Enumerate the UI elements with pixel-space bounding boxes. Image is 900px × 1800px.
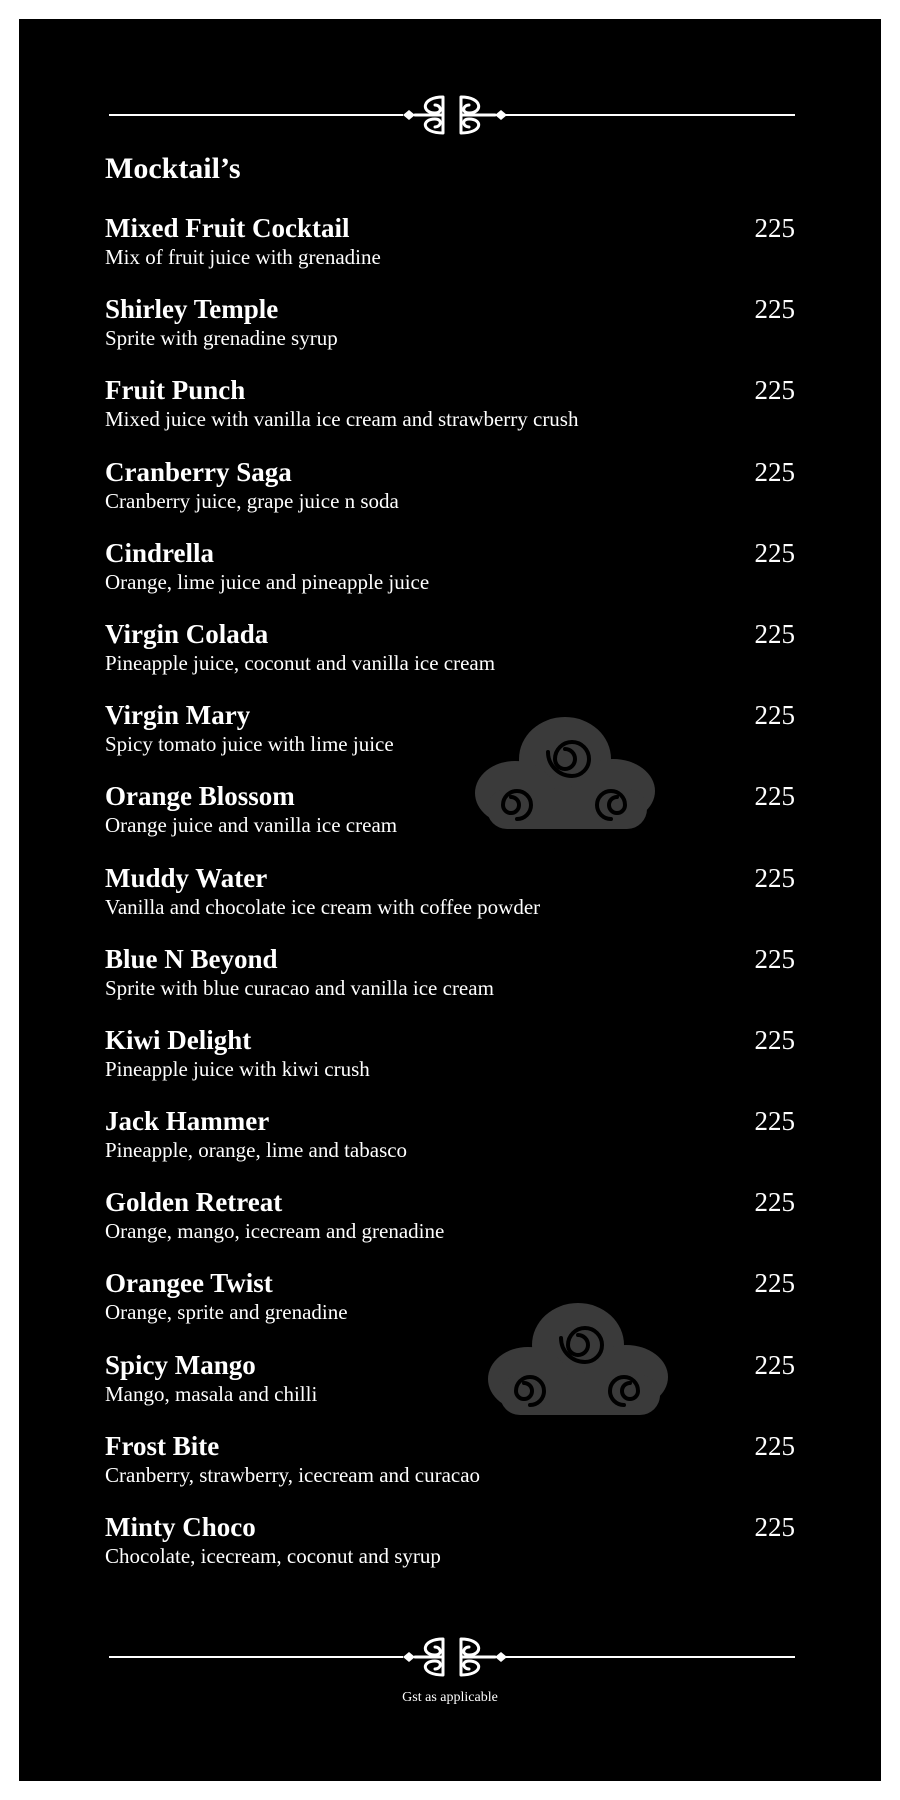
item-description: Orange juice and vanilla ice cream	[105, 813, 398, 838]
menu-item	[105, 1104, 795, 1185]
item-name: Mixed Fruit Cocktail	[105, 213, 350, 243]
menu-items-list	[105, 211, 795, 1591]
menu-item	[105, 1023, 795, 1104]
menu-item	[105, 779, 795, 860]
item-name: Jack Hammer	[105, 1106, 270, 1137]
item-price: 225	[754, 1430, 795, 1461]
item-name: Orange Blossom	[105, 781, 295, 812]
flourish-divider-icon	[109, 1633, 795, 1681]
item-name: Virgin Mary	[105, 700, 251, 731]
menu-item	[105, 942, 795, 1023]
item-description: Vanilla and chocolate ice cream with coffee powder	[105, 894, 541, 919]
item-name: Blue N Beyond	[105, 943, 278, 974]
item-price: 225	[754, 213, 795, 243]
top-ornament-divider	[109, 91, 795, 139]
item-description: Pineapple, orange, lime and tabasco	[105, 1138, 408, 1163]
item-description: Pineapple juice with kiwi crush	[105, 1056, 370, 1081]
item-description: Sprite with grenadine syrup	[105, 326, 338, 351]
item-price: 225	[754, 1349, 795, 1380]
item-price: 225	[754, 1268, 795, 1299]
item-description: Mango, masala and chilli	[105, 1381, 318, 1406]
item-description: Mixed juice with vanilla ice cream and strawberry crush	[105, 407, 579, 432]
item-description: Chocolate, icecream, coconut and syrup	[105, 1544, 441, 1568]
item-price: 225	[754, 1512, 795, 1542]
item-description: Orange, mango, icecream and grenadine	[105, 1219, 445, 1244]
item-name: Orangee Twist	[105, 1268, 273, 1299]
menu-item	[105, 455, 795, 536]
item-price: 225	[754, 700, 795, 731]
menu-item	[105, 292, 795, 373]
item-description: Orange, sprite and grenadine	[105, 1300, 348, 1325]
item-price: 225	[754, 1024, 795, 1055]
item-description: Mix of fruit juice with grenadine	[105, 245, 381, 269]
item-description: Pineapple juice, coconut and vanilla ice cream	[105, 650, 496, 675]
bottom-ornament-divider	[109, 1633, 795, 1681]
item-name: Minty Choco	[105, 1512, 256, 1542]
item-name: Fruit Punch	[105, 375, 246, 406]
gst-note: Gst as applicable	[402, 1690, 498, 1705]
menu-item	[105, 698, 795, 779]
item-price: 225	[754, 537, 795, 568]
flourish-divider-icon	[109, 91, 795, 139]
item-name: Frost Bite	[105, 1430, 220, 1461]
menu-item	[105, 373, 795, 454]
item-description: Spicy tomato juice with lime juice	[105, 732, 394, 757]
item-description: Sprite with blue curacao and vanilla ice cream	[105, 975, 494, 1000]
item-description: Cranberry juice, grape juice n soda	[105, 488, 399, 513]
menu-item	[105, 1429, 795, 1510]
menu-item	[105, 1266, 795, 1347]
item-price: 225	[754, 294, 795, 325]
item-price: 225	[754, 618, 795, 649]
item-price: 225	[754, 1106, 795, 1137]
menu-item	[105, 617, 795, 698]
item-name: Shirley Temple	[105, 294, 279, 325]
menu-item	[105, 536, 795, 617]
item-description: Orange, lime juice and pineapple juice	[105, 569, 430, 594]
item-price: 225	[754, 862, 795, 893]
item-name: Cranberry Saga	[105, 456, 292, 487]
item-description: Cranberry, strawberry, icecream and curacao	[105, 1462, 481, 1487]
item-name: Kiwi Delight	[105, 1024, 252, 1055]
item-price: 225	[754, 375, 795, 406]
section-title: Mocktail’s	[105, 152, 241, 185]
menu-item	[105, 861, 795, 942]
menu-item	[105, 1348, 795, 1429]
menu-item	[105, 211, 795, 292]
item-price: 225	[754, 781, 795, 812]
item-name: Virgin Colada	[105, 618, 269, 649]
menu-item	[105, 1185, 795, 1266]
item-name: Golden Retreat	[105, 1187, 283, 1218]
menu-item	[105, 1510, 795, 1591]
item-price: 225	[754, 1187, 795, 1218]
item-price: 225	[754, 943, 795, 974]
item-price: 225	[754, 456, 795, 487]
item-name: Spicy Mango	[105, 1349, 256, 1380]
item-name: Cindrella	[105, 537, 215, 568]
menu-card	[19, 19, 881, 1781]
item-name: Muddy Water	[105, 862, 268, 893]
